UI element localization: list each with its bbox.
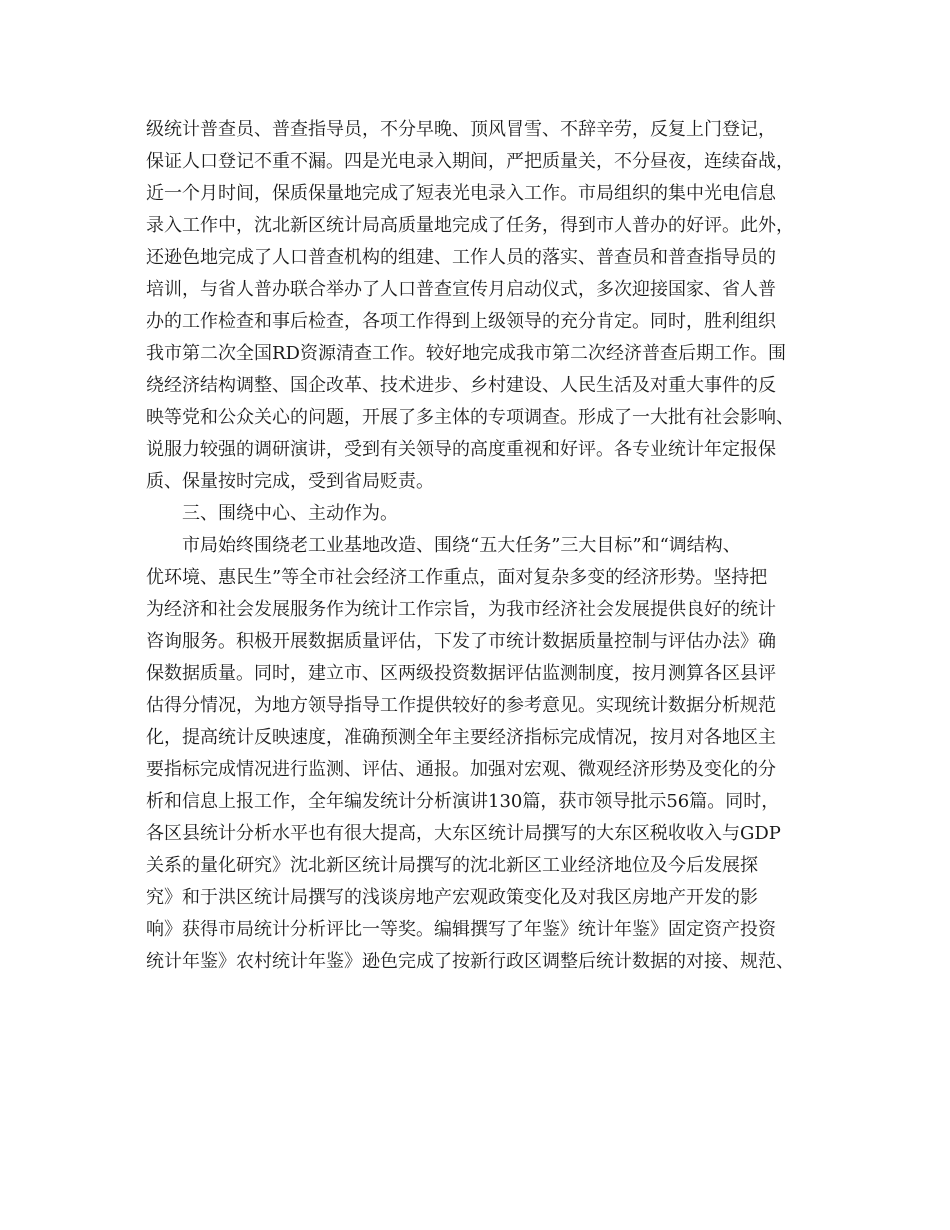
text-line: 录入工作中，沈北新区统计局高质量地完成了任务，得到市人普办的好评。此外，: [146, 215, 794, 236]
text-line: 化，提高统计反映速度，准确预测全年主要经济指标完成情况，按月对各地区主: [146, 727, 776, 748]
text-line: 市局始终围绕老工业基地改造、围绕“五大任务”三大目标”和“调结构、: [182, 535, 741, 556]
text-line: 办的工作检查和事后检查，各项工作得到上级领导的充分肯定。同时，胜利组织: [146, 311, 776, 332]
text-line: 各区县统计分析水平也有很大提高，大东区统计局撰写的大东区税收收入与GDP: [146, 823, 781, 844]
text-line: 估得分情况，为地方领导指导工作提供较好的参考意见。实现统计数据分析规范: [146, 695, 776, 716]
text-line: 我市第二次全国RD资源清查工作。较好地完成我市第二次经济普查后期工作。围: [146, 343, 786, 364]
text-line: 培训，与省人普办联合举办了人口普查宣传月启动仪式，多次迎接国家、省人普: [146, 279, 776, 300]
text-line: 保数据质量。同时，建立市、区两级投资数据评估监测制度，按月测算各区县评: [146, 663, 776, 684]
text-line: 绕经济结构调整、国企改革、技术进步、乡村建设、人民生活及对重大事件的反: [146, 375, 776, 396]
body-text: [146, 114, 806, 978]
text-line: 析和信息上报工作，全年编发统计分析演讲130篇，获市领导批示56篇。同时，: [146, 791, 780, 812]
section-heading: 三、围绕中心、主动作为。: [182, 503, 398, 524]
text-line: 还逊色地完成了人口普查机构的组建、工作人员的落实、普查员和普查指导员的: [146, 247, 776, 268]
text-line: 质、保量按时完成，受到省局贬责。: [146, 471, 434, 492]
text-line: 为经济和社会发展服务作为统计工作宗旨，为我市经济社会发展提供良好的统计: [146, 599, 776, 620]
text-line: 究》和于洪区统计局撰写的浅谈房地产宏观政策变化及对我区房地产开发的影: [146, 887, 758, 908]
text-line: 响》获得市局统计分析评比一等奖。编辑撰写了年鉴》统计年鉴》固定资产投资: [146, 919, 776, 940]
text-line: 说服力较强的调研演讲，受到有关领导的高度重视和好评。各专业统计年定报保: [146, 439, 776, 460]
text-line: 统计年鉴》农村统计年鉴》逊色完成了按新行政区调整后统计数据的对接、规范、: [146, 951, 794, 972]
text-line: 优环境、惠民生”等全市社会经济工作重点，面对复杂多变的经济形势。坚持把: [146, 567, 768, 588]
text-line: 保证人口登记不重不漏。四是光电录入期间，严把质量关，不分昼夜，连续奋战，: [146, 151, 794, 172]
text-line: 近一个月时间，保质保量地完成了短表光电录入工作。市局组织的集中光电信息: [146, 183, 776, 204]
text-line: 关系的量化研究》沈北新区统计局撰写的沈北新区工业经济地位及今后发展探: [146, 855, 758, 876]
text-line: 咨询服务。积极开展数据质量评估，下发了市统计数据质量控制与评估办法》确: [146, 631, 776, 652]
text-line: 映等党和公众关心的问题，开展了多主体的专项调查。形成了一大批有社会影响、: [146, 407, 794, 428]
text-line: 要指标完成情况进行监测、评估、通报。加强对宏观、微观经济形势及变化的分: [146, 759, 776, 780]
text-line: 级统计普查员、普查指导员，不分早晚、顶风冒雪、不辞辛劳，反复上门登记，: [146, 119, 776, 140]
